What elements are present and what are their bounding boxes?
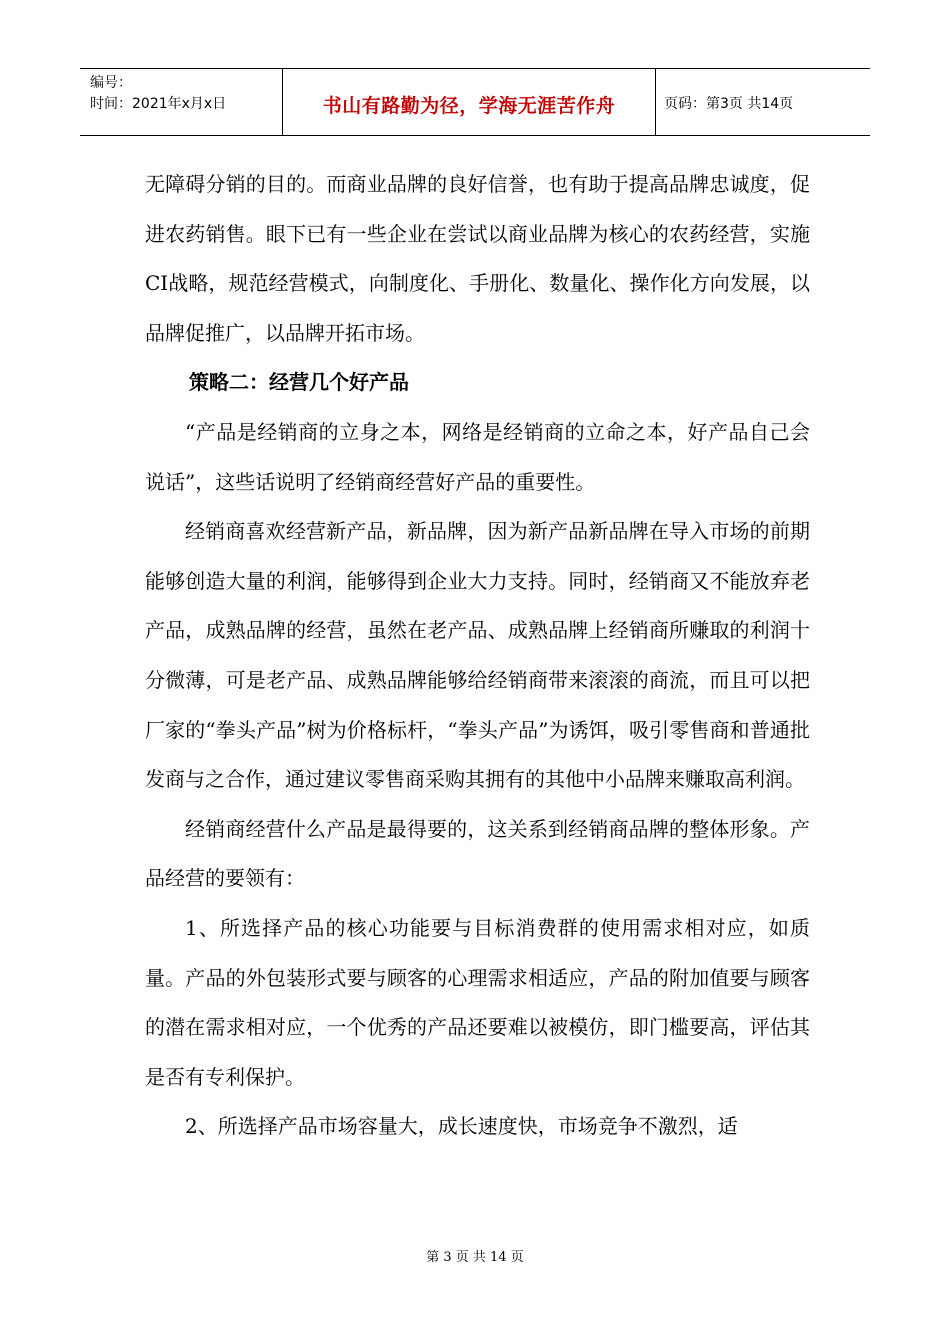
header-page-info: 页码：第3页 共14页 bbox=[664, 96, 794, 112]
header-motto-cell bbox=[282, 69, 656, 135]
paragraph-point-2: 2、所选择产品市场容量大，成长速度快，市场竞争不激烈，适 bbox=[185, 1114, 738, 1139]
document-number-label: 编号： bbox=[90, 75, 132, 91]
paragraph-quote: “产品是经销商的立身之本，网络是经销商的立命之本，好产品自己会说话”，这些话说明了经销商经营好产品的重要性。 bbox=[145, 419, 810, 494]
page-footer: 第 3 页 共 14 页 bbox=[426, 1250, 524, 1265]
document-date: 时间：2021年x月x日 bbox=[90, 96, 227, 112]
paragraph-new-products: 经销商喜欢经营新产品，新品牌，因为新产品新品牌在导入市场的前期能够创造大量的利润，能够得到企业大力支持。同时，经销商又不能放弃老产品，成熟品牌的经营，虽然在老产品、成熟品牌上经销商所赚取的利润十分微薄，可是老产品、成熟品牌能够给经销商带来滚滚的商流，而且可以把厂家的“拳头产品”树为价格标杆，“拳头产品”为诱饵，吸引零售商和普通批发商与之合作，通过建议零售商采购其拥有的其他中小品牌来赚取高利润。 bbox=[145, 519, 810, 792]
paragraph-key-points: 经销商经营什么产品是最得要的，这关系到经销商品牌的整体形象。产品经营的要领有： bbox=[145, 816, 810, 891]
header-page-cell bbox=[656, 69, 870, 135]
header-meta-cell bbox=[80, 69, 282, 135]
section-heading: 策略二：经营几个好产品 bbox=[189, 370, 409, 395]
paragraph-continued: 无障碍分销的目的。而商业品牌的良好信誉，也有助于提高品牌忠诚度，促进农药销售。眼下已有一些企业在尝试以商业品牌为核心的农药经营，实施CI战略，规范经营模式，向制度化、手册化、数量化、操作化方向发展，以品牌促推广，以品牌开拓市场。 bbox=[145, 172, 810, 345]
header-motto: 书山有路勤为径，学海无涯苦作舟 bbox=[322, 94, 616, 117]
paragraph-point-1: 1、所选择产品的核心功能要与目标消费群的使用需求相对应，如质量。产品的外包装形式要与顾客的心理需求相适应，产品的附加值要与顾客的潜在需求相对应，一个优秀的产品还要难以被模仿，即门槛要高，评估其是否有专利保护。 bbox=[145, 915, 810, 1089]
document-header bbox=[80, 68, 870, 136]
document-body bbox=[145, 160, 810, 1152]
